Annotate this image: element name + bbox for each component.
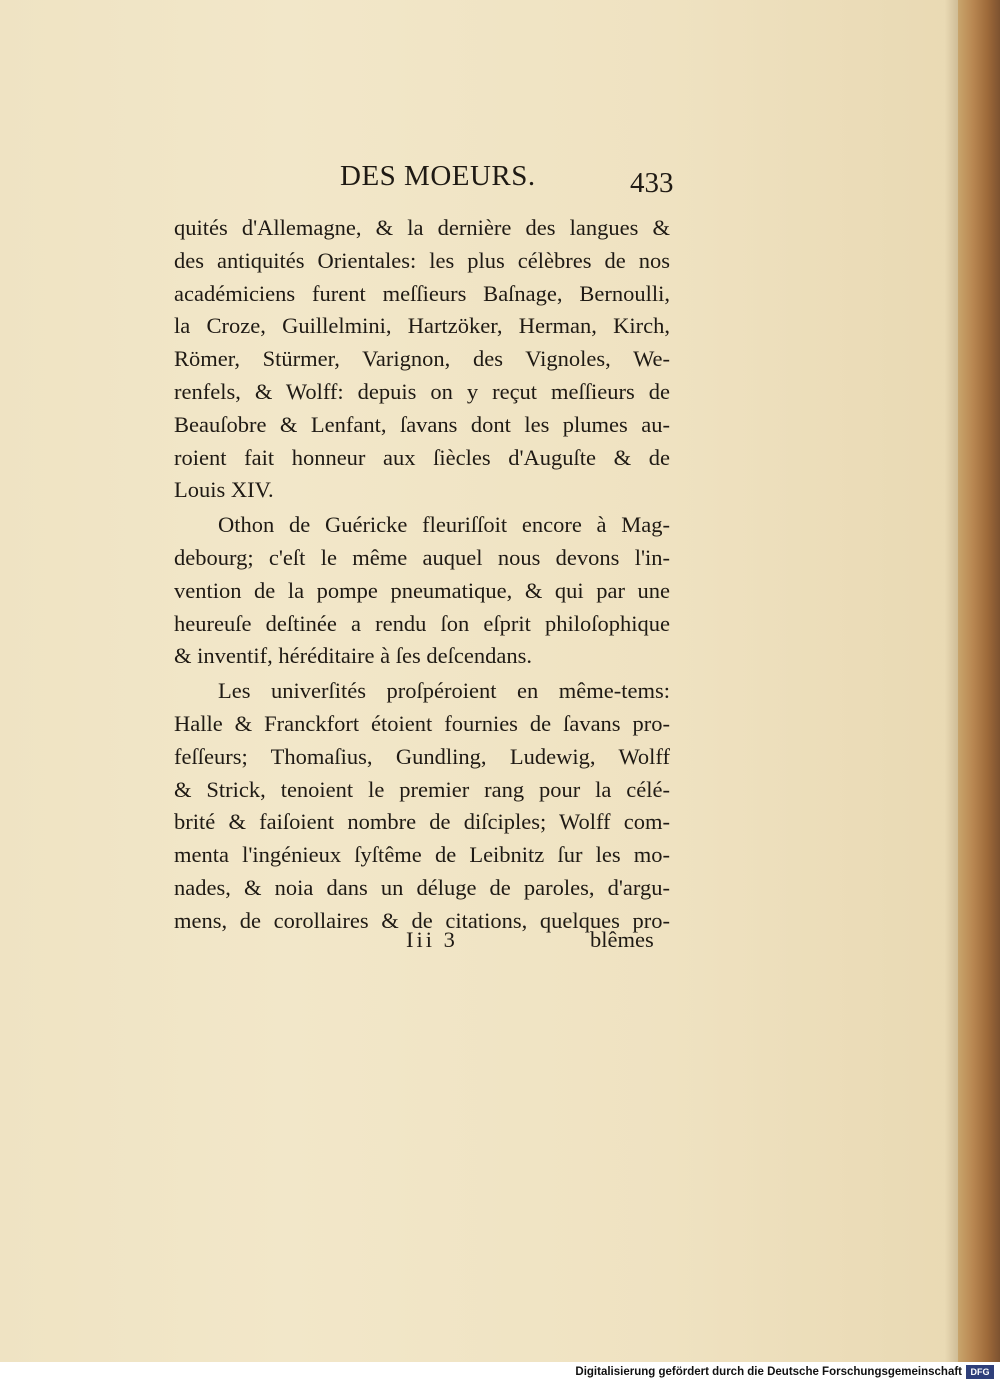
text-line: académiciens furent meſſieurs Baſnage, Bernoulli, <box>174 280 670 306</box>
signature-mark: Iii 3 <box>406 927 458 952</box>
text-line: Louis XIV. <box>174 477 274 503</box>
page-number: 433 <box>630 167 674 199</box>
catchword: blêmes <box>590 927 654 952</box>
text-line: feſſeurs; Thomaſius, Gundling, Ludewig, Wolff <box>174 743 670 769</box>
text-line: Römer, Stürmer, Varignon, des Vignoles, We- <box>174 346 670 372</box>
text-line: & Strick, tenoient le premier rang pour la célé- <box>174 776 670 802</box>
text-line: debourg; c'eſt le même auquel nous devons l'in- <box>174 544 670 570</box>
body-text <box>174 212 670 938</box>
text-line: Beauſobre & Lenfant, ſavans dont les plumes au- <box>174 411 670 437</box>
text-line: & inventif, héréditaire à ſes deſcendans. <box>174 643 532 669</box>
funding-credit: Digitalisierung gefördert durch die Deutsche Forschungsgemeinschaft <box>575 1366 962 1378</box>
text-line: vention de la pompe pneumatique, & qui par une <box>174 577 670 603</box>
book-page-edge <box>958 0 1000 1362</box>
text-line: des antiquités Orientales: les plus célèbres de nos <box>174 247 670 273</box>
text-line: nades, & noia dans un déluge de paroles, d'argu- <box>174 874 670 900</box>
text-line: Halle & Franckfort étoient fournies de ſavans pro- <box>174 710 670 736</box>
text-line: Othon de Guéricke fleuriſſoit encore à Mag- <box>218 512 670 538</box>
text-line: la Croze, Guillelmini, Hartzöker, Herman, Kirch, <box>174 313 670 339</box>
text-line: quités d'Allemagne, & la dernière des langues & <box>174 215 670 240</box>
text-line: renfels, & Wolff: depuis on y reçut meſſieurs de <box>174 378 670 404</box>
text-line: Les univerſités proſpéroient en même-tems: <box>218 678 670 704</box>
text-line: heureuſe deſtinée a rendu ſon eſprit philoſophique <box>174 610 670 636</box>
text-line: menta l'ingénieux ſyſtême de Leibnitz ſur les mo- <box>174 842 670 868</box>
text-line: roient fait honneur aux ſiècles d'Auguſte & de <box>174 444 670 470</box>
text-line: mens, de corollaires & de citations, quelques pro- <box>174 907 670 933</box>
text-line: brité & faiſoient nombre de diſciples; Wolff com- <box>174 809 670 835</box>
dfg-logo: DFG <box>966 1365 994 1379</box>
running-head: DES MOEURS. <box>340 160 536 192</box>
